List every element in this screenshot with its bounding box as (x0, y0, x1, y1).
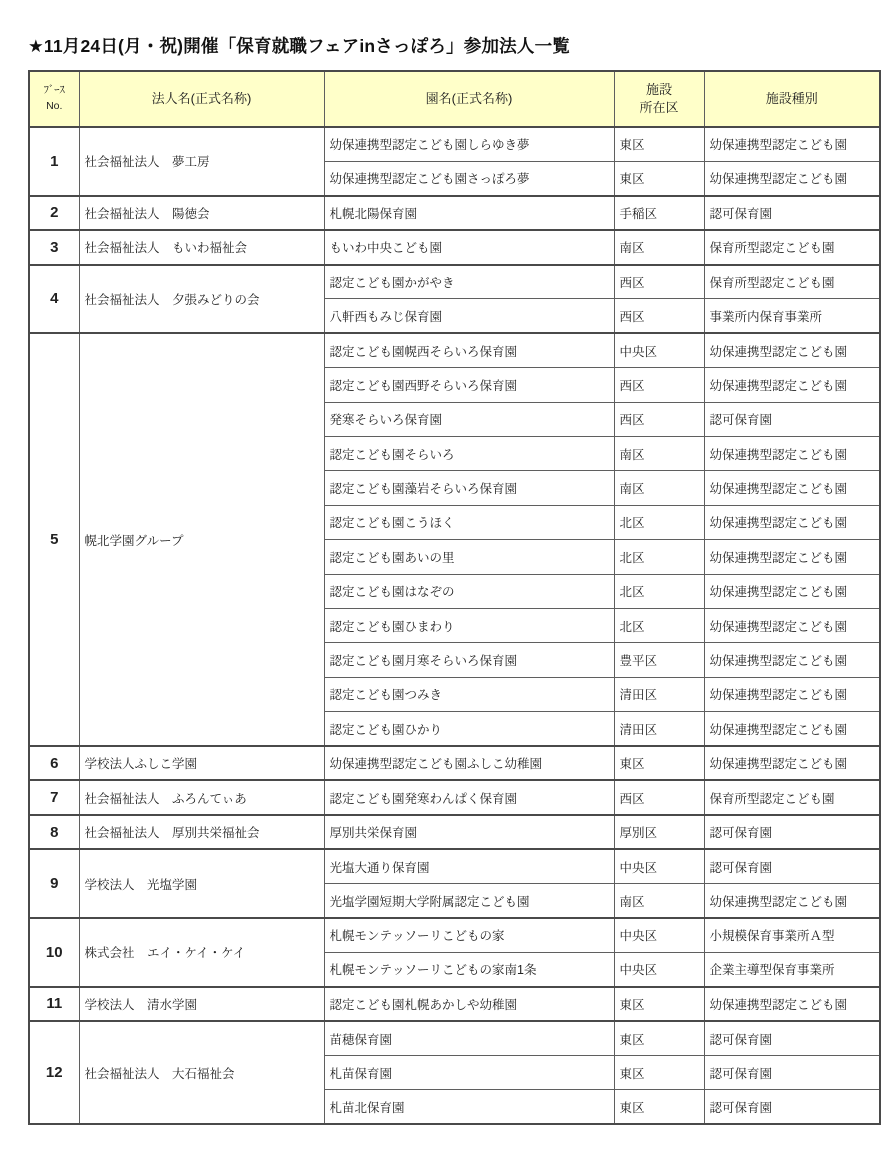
facility-type-cell: 幼保連携型認定こども園 (704, 643, 880, 677)
facility-ward-cell: 西区 (614, 299, 704, 333)
garden-name-cell: 認定こども園藻岩そらいろ保育園 (324, 471, 614, 505)
header-corporation-name: 法人名(正式名称) (79, 71, 324, 127)
facility-type-cell: 小規模保育事業所Ａ型 (704, 918, 880, 952)
garden-name-cell: 認定こども園あいの里 (324, 540, 614, 574)
header-booth-line1: ﾌﾞｰｽ (43, 84, 65, 97)
facility-ward-cell: 中央区 (614, 918, 704, 952)
facility-ward-cell: 東区 (614, 127, 704, 161)
garden-name-cell: もいわ中央こども園 (324, 230, 614, 264)
header-garden-name: 園名(正式名称) (324, 71, 614, 127)
facility-ward-cell: 西区 (614, 368, 704, 402)
header-facility-ward (614, 71, 704, 127)
facility-type-cell: 保育所型認定こども園 (704, 780, 880, 814)
facility-type-cell: 事業所内保育事業所 (704, 299, 880, 333)
facility-ward-cell: 清田区 (614, 677, 704, 711)
corporation-name-cell: 株式会社 エイ・ケイ・ケイ (79, 918, 324, 987)
garden-name-cell: 発寒そらいろ保育園 (324, 402, 614, 436)
table-header-row (29, 71, 880, 127)
booth-number-cell: 10 (29, 918, 79, 987)
corporation-name-cell: 社会福祉法人 夕張みどりの会 (79, 265, 324, 334)
facility-type-cell: 幼保連携型認定こども園 (704, 437, 880, 471)
garden-name-cell: 認定こども園つみき (324, 677, 614, 711)
corporation-name-cell: 社会福祉法人 厚別共栄福祉会 (79, 815, 324, 849)
facility-ward-cell: 中央区 (614, 952, 704, 986)
corporation-name-cell: 社会福祉法人 陽徳会 (79, 196, 324, 230)
garden-name-cell: 認定こども園こうほく (324, 505, 614, 539)
facility-type-cell: 幼保連携型認定こども園 (704, 127, 880, 161)
facility-type-cell: 幼保連携型認定こども園 (704, 161, 880, 195)
booth-number-cell: 1 (29, 127, 79, 196)
garden-name-cell: 幼保連携型認定こども園ふしこ幼稚園 (324, 746, 614, 780)
facility-type-cell: 幼保連携型認定こども園 (704, 677, 880, 711)
facility-ward-cell: 南区 (614, 230, 704, 264)
facility-type-cell: 認可保育園 (704, 849, 880, 883)
facility-ward-cell: 東区 (614, 1090, 704, 1124)
garden-name-cell: 認定こども園札幌あかしや幼稚園 (324, 987, 614, 1021)
garden-name-cell: 認定こども園はなぞの (324, 574, 614, 608)
facility-ward-cell: 東区 (614, 1021, 704, 1055)
facility-type-cell: 幼保連携型認定こども園 (704, 746, 880, 780)
corporation-name-cell: 学校法人 清水学園 (79, 987, 324, 1021)
table-row (29, 849, 880, 883)
facility-ward-cell: 厚別区 (614, 815, 704, 849)
facility-type-cell: 保育所型認定こども園 (704, 230, 880, 264)
facility-type-cell: 認可保育園 (704, 1056, 880, 1090)
corporation-name-cell: 社会福祉法人 ふろんてぃあ (79, 780, 324, 814)
booth-number-cell: 6 (29, 746, 79, 780)
facility-ward-cell: 南区 (614, 437, 704, 471)
facility-ward-cell: 南区 (614, 884, 704, 918)
table-row (29, 333, 880, 367)
header-booth-line2: No. (46, 100, 63, 112)
facility-type-cell: 幼保連携型認定こども園 (704, 333, 880, 367)
booth-number-cell: 2 (29, 196, 79, 230)
table-row (29, 987, 880, 1021)
table-row (29, 127, 880, 161)
garden-name-cell: 認定こども園月寒そらいろ保育園 (324, 643, 614, 677)
table-row (29, 746, 880, 780)
corporation-name-cell: 学校法人ふしこ学園 (79, 746, 324, 780)
header-ward-line2: 所在区 (639, 100, 679, 115)
corporation-name-cell: 社会福祉法人 夢工房 (79, 127, 324, 196)
table-row (29, 196, 880, 230)
garden-name-cell: 光塩学園短期大学附属認定こども園 (324, 884, 614, 918)
facility-type-cell: 認可保育園 (704, 815, 880, 849)
booth-number-cell: 4 (29, 265, 79, 334)
facility-type-cell: 幼保連携型認定こども園 (704, 574, 880, 608)
facility-ward-cell: 西区 (614, 265, 704, 299)
facility-ward-cell: 西区 (614, 780, 704, 814)
garden-name-cell: 幼保連携型認定こども園さっぽろ夢 (324, 161, 614, 195)
table-row (29, 815, 880, 849)
facility-ward-cell: 西区 (614, 402, 704, 436)
garden-name-cell: 八軒西もみじ保育園 (324, 299, 614, 333)
booth-number-cell: 3 (29, 230, 79, 264)
garden-name-cell: 厚別共栄保育園 (324, 815, 614, 849)
facility-ward-cell: 豊平区 (614, 643, 704, 677)
facility-type-cell: 幼保連携型認定こども園 (704, 368, 880, 402)
table-row (29, 918, 880, 952)
booth-number-cell: 8 (29, 815, 79, 849)
facility-ward-cell: 北区 (614, 608, 704, 642)
garden-name-cell: 札苗北保育園 (324, 1090, 614, 1124)
table-row (29, 265, 880, 299)
facility-type-cell: 保育所型認定こども園 (704, 265, 880, 299)
facility-type-cell: 幼保連携型認定こども園 (704, 505, 880, 539)
header-ward-line1: 施設 (645, 82, 672, 98)
fair-participants-table (28, 70, 881, 1125)
facility-ward-cell: 東区 (614, 161, 704, 195)
page-title: ★11月24日(月・祝)開催「保育就職フェアinさっぽろ」参加法人一覧 (28, 36, 570, 56)
facility-ward-cell: 中央区 (614, 333, 704, 367)
table-row (29, 780, 880, 814)
corporation-name-cell: 幌北学園グループ (79, 333, 324, 746)
booth-number-cell: 5 (29, 333, 79, 746)
facility-ward-cell: 北区 (614, 540, 704, 574)
garden-name-cell: 認定こども園ひまわり (324, 608, 614, 642)
booth-number-cell: 9 (29, 849, 79, 918)
facility-type-cell: 企業主導型保育事業所 (704, 952, 880, 986)
booth-number-cell: 7 (29, 780, 79, 814)
facility-type-cell: 幼保連携型認定こども園 (704, 987, 880, 1021)
garden-name-cell: 苗穂保育園 (324, 1021, 614, 1055)
garden-name-cell: 認定こども園そらいろ (324, 437, 614, 471)
garden-name-cell: 札幌モンテッソーリこどもの家 (324, 918, 614, 952)
header-booth-no (29, 71, 79, 127)
facility-ward-cell: 清田区 (614, 712, 704, 746)
garden-name-cell: 光塩大通り保育園 (324, 849, 614, 883)
table-row (29, 1021, 880, 1055)
facility-ward-cell: 南区 (614, 471, 704, 505)
facility-type-cell: 幼保連携型認定こども園 (704, 608, 880, 642)
facility-type-cell: 認可保育園 (704, 1090, 880, 1124)
facility-type-cell: 認可保育園 (704, 1021, 880, 1055)
corporation-name-cell: 学校法人 光塩学園 (79, 849, 324, 918)
facility-ward-cell: 手稲区 (614, 196, 704, 230)
garden-name-cell: 認定こども園ひかり (324, 712, 614, 746)
facility-ward-cell: 中央区 (614, 849, 704, 883)
header-facility-type: 施設種別 (704, 71, 880, 127)
facility-ward-cell: 北区 (614, 505, 704, 539)
garden-name-cell: 札苗保育園 (324, 1056, 614, 1090)
facility-ward-cell: 東区 (614, 987, 704, 1021)
facility-type-cell: 幼保連携型認定こども園 (704, 884, 880, 918)
garden-name-cell: 認定こども園発寒わんぱく保育園 (324, 780, 614, 814)
fair-table-body (29, 127, 880, 1124)
facility-ward-cell: 東区 (614, 1056, 704, 1090)
garden-name-cell: 認定こども園幌西そらいろ保育園 (324, 333, 614, 367)
garden-name-cell: 認定こども園かがやき (324, 265, 614, 299)
corporation-name-cell: 社会福祉法人 大石福祉会 (79, 1021, 324, 1124)
facility-ward-cell: 北区 (614, 574, 704, 608)
table-row (29, 230, 880, 264)
facility-type-cell: 幼保連携型認定こども園 (704, 471, 880, 505)
booth-number-cell: 12 (29, 1021, 79, 1124)
facility-type-cell: 幼保連携型認定こども園 (704, 540, 880, 574)
facility-type-cell: 幼保連携型認定こども園 (704, 712, 880, 746)
booth-number-cell: 11 (29, 987, 79, 1021)
garden-name-cell: 札幌北陽保育園 (324, 196, 614, 230)
facility-type-cell: 認可保育園 (704, 196, 880, 230)
facility-ward-cell: 東区 (614, 746, 704, 780)
garden-name-cell: 札幌モンテッソーリこどもの家南1条 (324, 952, 614, 986)
garden-name-cell: 幼保連携型認定こども園しらゆき夢 (324, 127, 614, 161)
garden-name-cell: 認定こども園西野そらいろ保育園 (324, 368, 614, 402)
facility-type-cell: 認可保育園 (704, 402, 880, 436)
corporation-name-cell: 社会福祉法人 もいわ福祉会 (79, 230, 324, 264)
